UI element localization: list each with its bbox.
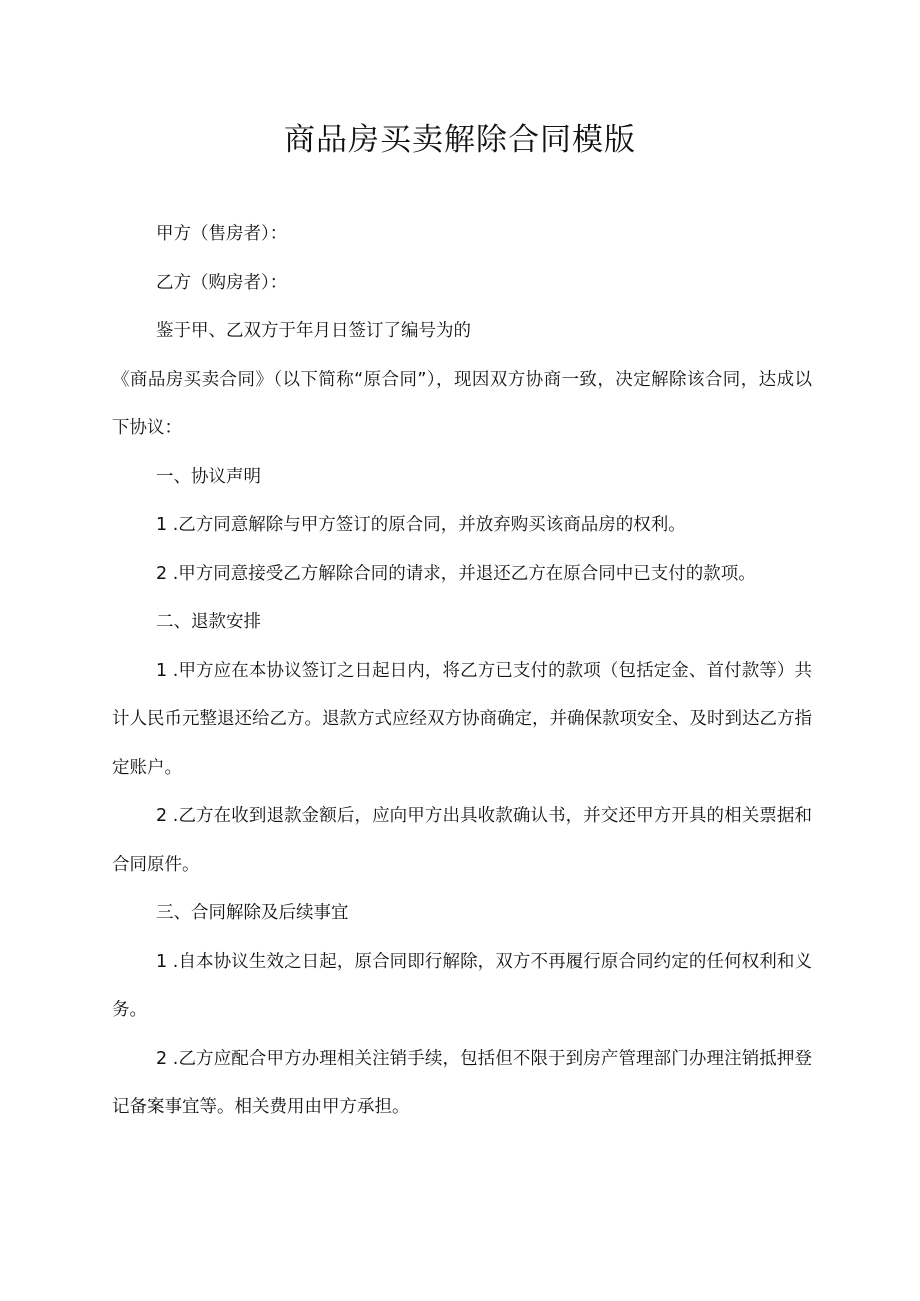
preamble-continuation: 《商品房买卖合同》（以下简称“原合同”），现因双方协商一致，决定解除该合同，达成以下协议： — [112, 369, 812, 438]
clause-3-1: 1 .自本协议生效之日起，原合同即行解除，双方不再履行原合同约定的任何权利和义务。 — [112, 951, 812, 1020]
section-heading-1: 一、协议声明 — [156, 466, 261, 487]
document-title: 商品房买卖解除合同模版 — [284, 122, 636, 158]
section-heading-3: 三、合同解除及后续事宜 — [156, 903, 349, 923]
section-heading-2: 二、退款安排 — [156, 612, 261, 632]
clause-1-2: 2 .甲方同意接受乙方解除合同的请求，并退还乙方在原合同中已支付的款项。 — [156, 563, 756, 584]
document-body — [112, 210, 812, 1132]
preamble-line: 鉴于甲、乙双方于年月日签订了编号为的 — [156, 321, 471, 341]
clause-2-1: 1 .甲方应在本协议签订之日起日内，将乙方已支付的款项（包括定金、首付款等）共计人民币元整退还给乙方。退款方式应经双方协商确定，并确保款项安全、及时到达乙方指定账户。 — [112, 660, 812, 778]
clause-2-2: 2 .乙方在收到退款金额后，应向甲方出具收款确认书，并交还甲方开具的相关票据和合同原件。 — [112, 806, 812, 875]
clause-1-1: 1 .乙方同意解除与甲方签订的原合同，并放弃购买该商品房的权利。 — [156, 515, 686, 535]
party-b-line: 乙方（购房者）： — [156, 272, 288, 293]
clause-3-2: 2 .乙方应配合甲方办理相关注销手续，包括但不限于到房产管理部门办理注销抵押登记备案事宜等。相关费用由甲方承担。 — [112, 1048, 812, 1117]
party-a-line: 甲方（售房者）： — [156, 224, 288, 244]
